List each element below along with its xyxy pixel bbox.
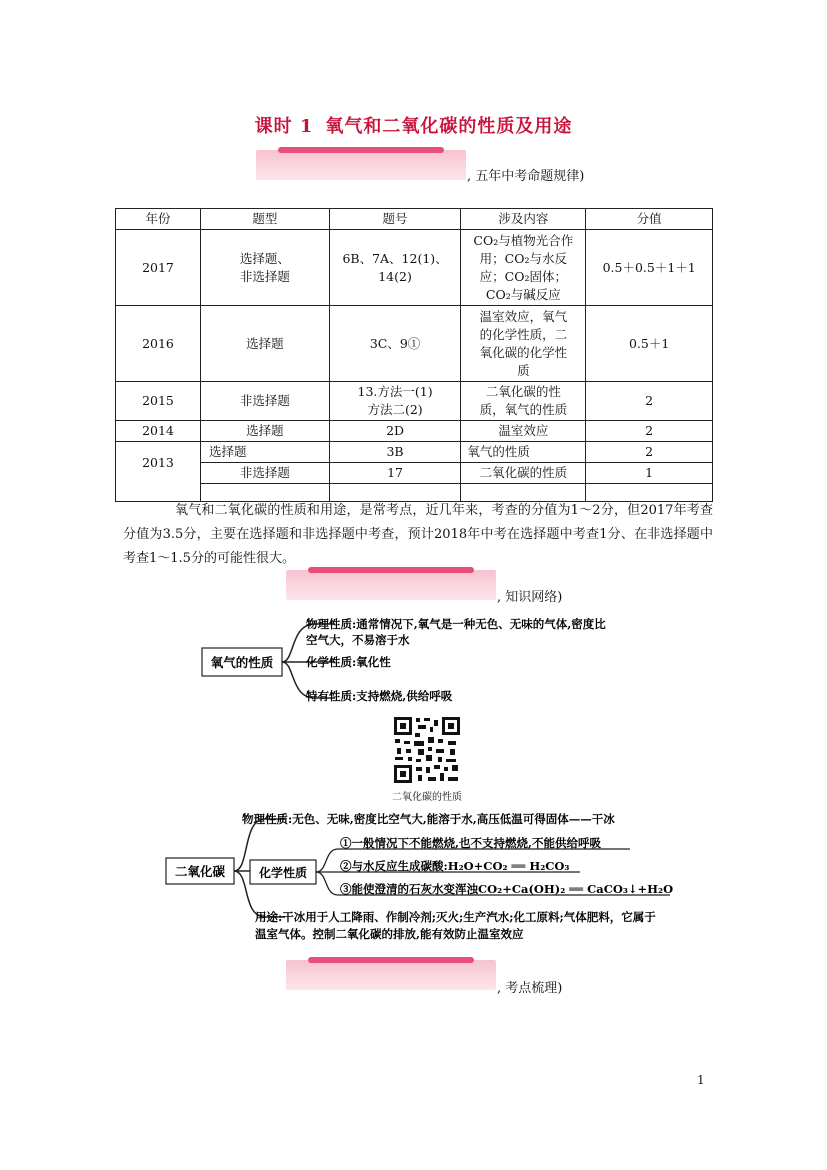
o2-special: 特有性质:支持燃烧,供给呼吸 bbox=[306, 689, 453, 703]
co2-center-label: 二氧化碳 bbox=[174, 864, 226, 879]
section-banner-law bbox=[256, 150, 466, 180]
cell-content: 温室效应 bbox=[461, 421, 586, 442]
table-row bbox=[116, 463, 713, 484]
cell-score: 0.5＋0.5＋1＋1 bbox=[586, 230, 713, 306]
exam-table bbox=[115, 208, 713, 502]
table-row bbox=[116, 230, 713, 306]
cell-type: 选择题 bbox=[200, 442, 329, 463]
table-row bbox=[116, 306, 713, 382]
cell-type: 非选择题 bbox=[200, 463, 329, 484]
lesson-name: 氧气和二氧化碳的性质及用途 bbox=[325, 116, 573, 137]
summary-paragraph: 氧气和二氧化碳的性质和用途，是常考点，近几年来，考查的分值为1～2分，但2017年考查分值为3.5分，主要在选择题和非选择题中考查，预计2018年中考在选择题中考查1分、在非选择题中考查1～1.5分的可能性很大。 bbox=[123, 503, 713, 566]
co2-chem-label: 化学性质 bbox=[258, 866, 308, 880]
table-header: 涉及内容 bbox=[461, 209, 586, 230]
qr-caption: 二氧化碳的性质 bbox=[392, 792, 462, 803]
table-header: 题型 bbox=[200, 209, 329, 230]
page-title bbox=[0, 112, 827, 138]
cell-num: 2D bbox=[329, 421, 461, 442]
qr-code-icon bbox=[392, 715, 462, 785]
cell-num: 13.方法一(1) 方法二(2) bbox=[329, 382, 461, 421]
banner-label-network: , 知识网络) bbox=[497, 590, 563, 605]
cell-type: 非选择题 bbox=[200, 382, 329, 421]
cell-content: 氧气的性质 bbox=[461, 442, 586, 463]
o2-physical-1: 物理性质:通常情况下,氧气是一种无色、无味的气体,密度比 bbox=[306, 617, 606, 631]
section-banner-review bbox=[286, 960, 496, 990]
table-row bbox=[116, 382, 713, 421]
page-number: 1 bbox=[697, 1073, 705, 1087]
cell-content: CO₂与植物光合作 用；CO₂与水反 应；CO₂固体； CO₂与碱反应 bbox=[461, 230, 586, 306]
cell-content: 温室效应，氧气 的化学性质，二 氧化碳的化学性 质 bbox=[461, 306, 586, 382]
table-header: 题号 bbox=[329, 209, 461, 230]
banner-label-law: , 五年中考命题规律) bbox=[467, 169, 585, 184]
table-row bbox=[116, 421, 713, 442]
cell-score: 2 bbox=[586, 382, 713, 421]
co2-mind-map bbox=[160, 805, 720, 945]
cell-num: 3C、9① bbox=[329, 306, 461, 382]
cell-type: 选择题 bbox=[200, 421, 329, 442]
oxygen-mind-map bbox=[195, 608, 655, 708]
table-row bbox=[116, 442, 713, 463]
cell-year: 2016 bbox=[116, 306, 201, 382]
co2-chem-1: ①一般情况下不能燃烧,也不支持燃烧,不能供给呼吸 bbox=[340, 836, 602, 850]
table-header: 分值 bbox=[586, 209, 713, 230]
cell-num: 3B bbox=[329, 442, 461, 463]
co2-physical: 物理性质:无色、无味,密度比空气大,能溶于水,高压低温可得固体——干冰 bbox=[242, 812, 615, 826]
o2-physical-2: 空气大，不易溶于水 bbox=[306, 633, 410, 647]
o2-chemical: 化学性质:氧化性 bbox=[306, 655, 391, 669]
cell-year: 2017 bbox=[116, 230, 201, 306]
cell-content: 二氧化碳的性 质，氧气的性质 bbox=[461, 382, 586, 421]
cell-type: 选择题、 非选择题 bbox=[200, 230, 329, 306]
table-header: 年份 bbox=[116, 209, 201, 230]
cell-content: 二氧化碳的性质 bbox=[461, 463, 586, 484]
co2-chem-2: ②与水反应生成碳酸:H₂O+CO₂ ══ H₂CO₃ bbox=[340, 859, 570, 873]
cell-score: 2 bbox=[586, 442, 713, 463]
cell-num: 6B、7A、12(1)、 14(2) bbox=[329, 230, 461, 306]
cell-num: 17 bbox=[329, 463, 461, 484]
cell-year: 2015 bbox=[116, 382, 201, 421]
cell-type: 选择题 bbox=[200, 306, 329, 382]
cell-score: 1 bbox=[586, 463, 713, 484]
cell-year: 2013 bbox=[116, 442, 201, 484]
cell-year: 2014 bbox=[116, 421, 201, 442]
lesson-number: 课时 1 bbox=[254, 116, 314, 137]
o2-center-label: 氧气的性质 bbox=[210, 655, 274, 670]
banner-label-review: , 考点梳理) bbox=[497, 981, 563, 996]
cell-score: 2 bbox=[586, 421, 713, 442]
co2-chem-3: ③能使澄清的石灰水变浑浊CO₂+Ca(OH)₂ ══ CaCO₃↓+H₂O bbox=[340, 882, 674, 896]
cell-score: 0.5＋1 bbox=[586, 306, 713, 382]
section-banner-network bbox=[286, 570, 496, 600]
co2-use-2: 温室气体。控制二氧化碳的排放,能有效防止温室效应 bbox=[255, 927, 524, 941]
co2-use-1: 用途:干冰用于人工降雨、作制冷剂;灭火;生产汽水;化工原料;气体肥料，它属于 bbox=[255, 910, 656, 924]
